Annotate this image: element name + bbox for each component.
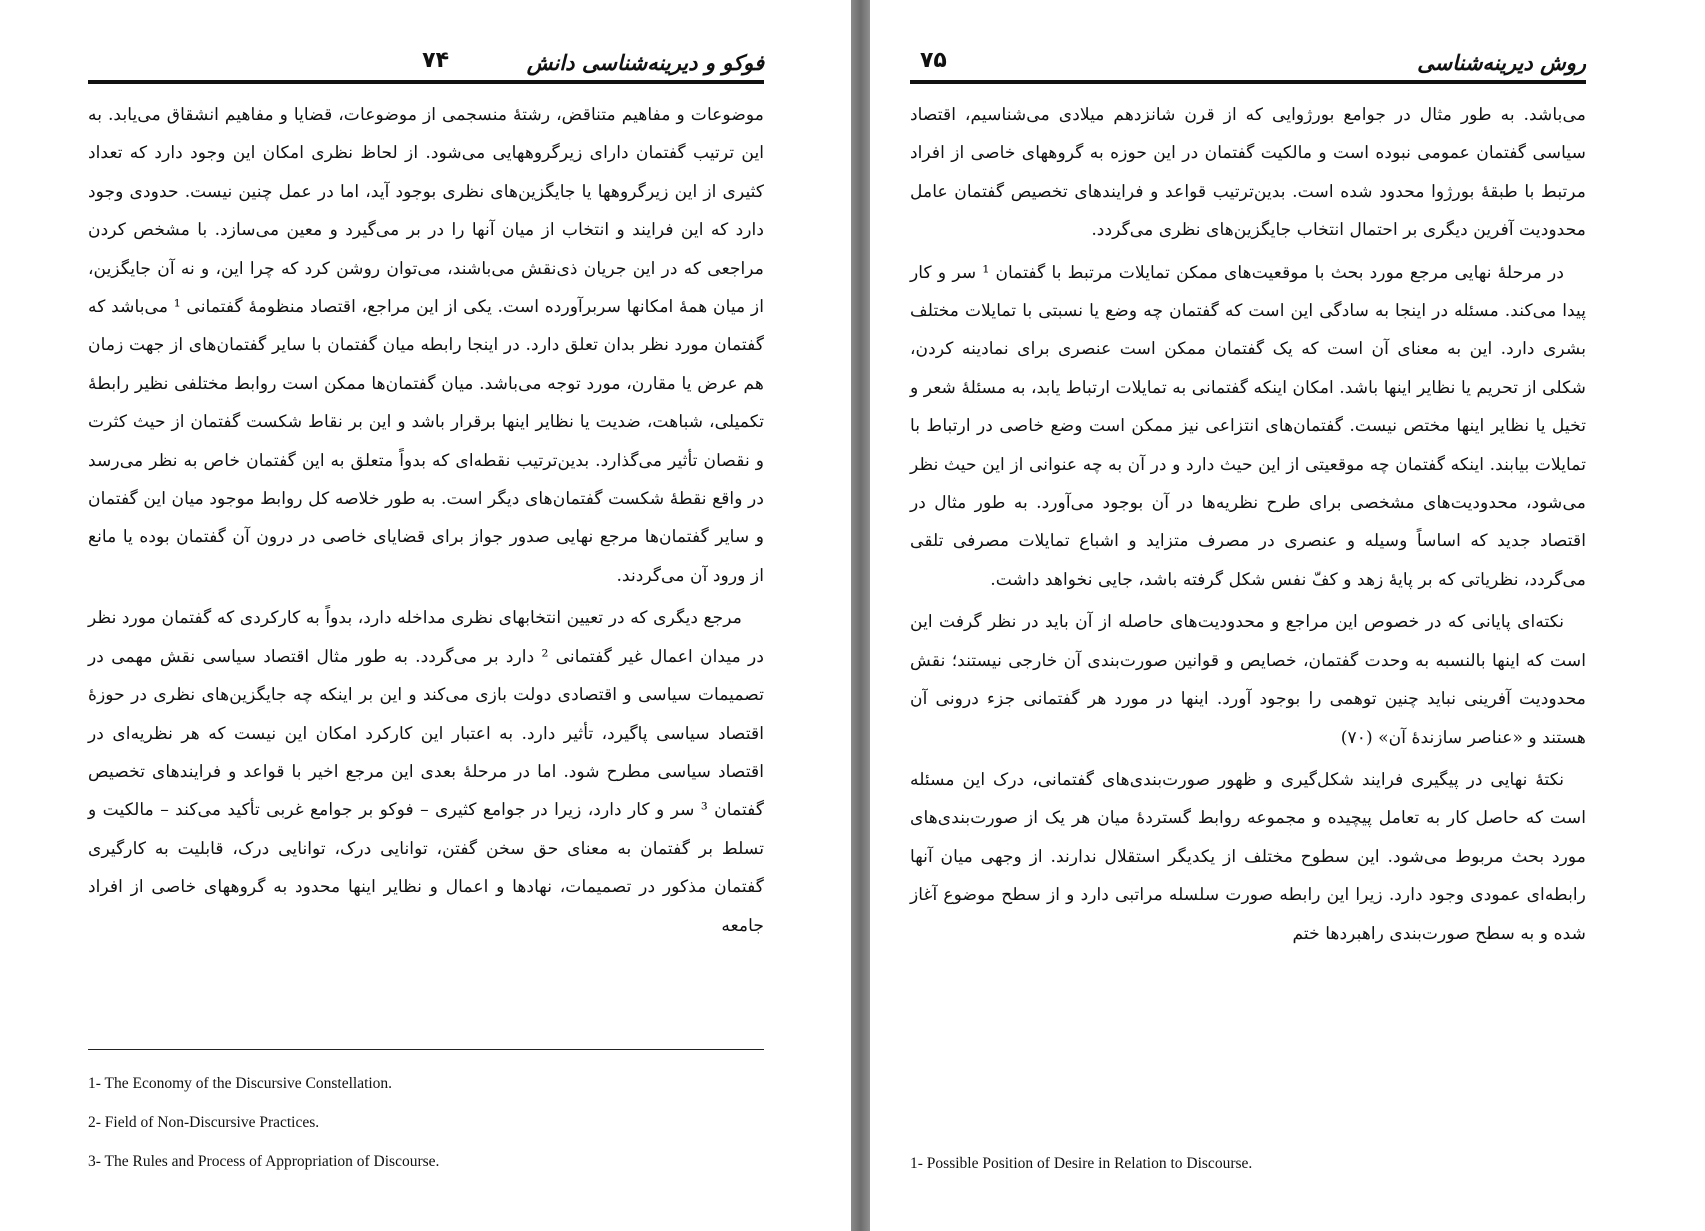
right-paragraph-3: نکته‌ای پایانی که در خصوص این مراجع و محدودیت‌های حاصله از آن باید در نظر گرفت این است که اینها بالنسبه به وحدت گفتمان، خصایص و قوانین صورت‌بندی آن خارجی نیستند؛ نقش محدودیت آفرینی نباید چنین توهمی را بوجود آورد. اینها در مورد هر گفتمانی جزء درونی آن هستند و «عناصر سازندهٔ آن» (۷۰) [910, 612, 1586, 748]
left-footnote-3: 3- The Rules and Process of Appropriation of Discourse. [88, 1153, 440, 1170]
left-footnote-2: 2- Field of Non-Discursive Practices. [88, 1114, 320, 1131]
left-body-text [88, 96, 764, 945]
right-paragraph-4: نکتهٔ نهایی در پیگیری فرایند شکل‌گیری و ظهور صورت‌بندی‌های گفتمانی، درک این مسئله است که حاصل کار به تعامل پیچیده و مجموعه روابط گستردهٔ میان هر یک از صورت‌بندی‌های مورد بحث مربوط می‌شود. این سطوح مختلف از یکدیگر استقلال ندارند. از وجهی میان آنها رابطه‌ای عمودی وجود دارد. زیرا این رابطه صورت سلسله مراتبی دارد و از سطح موضوع آغاز شده و به سطح صورت‌بندی راهبردها ختم [910, 769, 1586, 944]
right-page [870, 0, 1705, 1231]
left-paragraph-1: موضوعات و مفاهیم متناقض، رشتهٔ منسجمی از موضوعات، قضایا و مفاهیم انشقاق می‌یابد. به این ترتیب گفتمان دارای زیرگروههایی می‌شود. از لحاظ نظری امکان این وجود دارد که تعداد کثیری از این زیرگروهها یا جایگزین‌های نظری بوجود آید، اما در عمل چنین نیست. حدودی وجود دارد که این فرایند و انتخاب از میان آنها را در بر می‌گیرد و معین می‌سازد. با مشخص کردن مراجعی که در این جریان ذی‌نقش می‌باشند، می‌توان روشن کرد که چرا این، و نه آن جایگزین، از میان همهٔ امکانها سربرآورده است. یکی از این مراجع، اقتصاد منظومهٔ گفتمانی ¹ می‌باشد که گفتمان مورد نظر بدان تعلق دارد. در اینجا رابطه میان گفتمان با سایر گفتمان‌های از جهت زمان هم عرض یا مقارن، مورد توجه می‌باشد. میان گفتمان‌ها ممکن است روابط مختلفی نظیر رابطهٔ تکمیلی، شباهت، ضدیت یا نظایر اینها برقرار باشد و این بر نقاط شکست گفتمان از حیث کثرت و نقصان تأثیر می‌گذارد. بدین‌ترتیب نقطه‌ای که بدواً متعلق به این گفتمان خاص به نظر می‌رسد در واقع نقطهٔ شکست گفتمان‌های دیگر است. به طور خلاصه کل روابط موجود میان این گفتمان و سایر گفتمان‌ها مرجع نهایی صدور جواز برای قضایای خاصی در درون آن گفتمان بوده یا مانع از ورود آن می‌گردند. [88, 105, 764, 586]
footnote-divider [88, 1049, 764, 1050]
left-footnote-1: 1- The Economy of the Discursive Constellation. [88, 1075, 393, 1092]
right-page-header [910, 46, 1586, 84]
left-running-title: فوکو و دیرینه‌شناسی دانش [526, 50, 764, 75]
right-body-text [910, 96, 1586, 953]
left-page [0, 0, 851, 1231]
right-page-number: ۷۵ [920, 48, 947, 73]
right-running-title: روش دیرینه‌شناسی [1417, 50, 1586, 75]
book-gutter [851, 0, 870, 1231]
right-paragraph-2: در مرحلهٔ نهایی مرجع مورد بحث با موقعیت‌های ممکن تمایلات مرتبط با گفتمان ¹ سر و کار پیدا می‌کند. مسئله در اینجا به سادگی این است که گفتمان چه وضع یا نسبتی با تمایلات مختلف بشری دارد. این به معنای آن است که یک گفتمان ممکن است عنصری برای نمادینه کردن، شکلی از تحریم یا نظایر اینها باشد. امکان اینکه گفتمانی به تمایلات ارتباط یابد، به مسئلهٔ شعر و تخیل یا نظایر اینها مختص نیست. گفتمان‌های انتزاعی نیز ممکن است وضع خاصی در ارتباط با تمایلات بیابند. اینکه گفتمان چه موقعیتی از این حیث دارد و در آن به چه عنوانی از این حیث نظر می‌شود، محدودیت‌های مشخصی برای طرح نظریه‌ها در آن بوجود می‌آورد. به طور مثال در اقتصاد جدید که اساساً وسیله و عنصری در مصرف متزاید و اشباع تمایلات مصرفی تلقی می‌گردد، نظریاتی که بر پایهٔ زهد و کفّ نفس شکل گرفته باشد، جایی نخواهد داشت. [910, 262, 1586, 590]
right-paragraph-1: می‌باشد. به طور مثال در جوامع بورژوایی که از قرن شانزدهم میلادی می‌شناسیم، اقتصاد سیاسی گفتمان عمومی نبوده است و مالکیت گفتمان در این حوزه به گروههای خاصی از افراد مرتبط با طبقهٔ بورژوا محدود شده است. بدین‌ترتیب قواعد و فرایندهای تخصیص گفتمان عامل محدودیت آفرین دیگری بر احتمال انتخاب جایگزین‌های نظری می‌گردد. [910, 105, 1586, 241]
right-footnote-1: 1- Possible Position of Desire in Relation to Discourse. [910, 1155, 1253, 1172]
left-paragraph-2: مرجع دیگری که در تعیین انتخابهای نظری مداخله دارد، بدواً به کارکردی که گفتمان مورد نظر در میدان اعمال غیر گفتمانی ² دارد بر می‌گردد. به طور مثال اقتصاد سیاسی نقش مهمی در تصمیمات سیاسی و اقتصادی دولت بازی می‌کند و این بر اینکه چه جایگزین‌های نظری در حوزهٔ اقتصاد سیاسی پاگیرد، تأثیر دارد. به اعتبار این کارکرد امکان این نیست که هر نظریه‌ای در اقتصاد سیاسی مطرح شود. اما در مرحلهٔ بعدی این مرجع اخیر با قواعد و فرایندهای تخصیص گفتمان ³ سر و کار دارد، زیرا در جوامع کثیری – فوکو بر جوامع غربی تأکید می‌کند – مالکیت و تسلط بر گفتمان به معنای حق سخن گفتن، توانایی درک، توانایی درک، قابلیت به کارگیری گفتمان مذکور در تصمیمات، نهادها و اعمال و نظایر اینها محدود به گروههای خاصی از افراد جامعه [88, 608, 765, 936]
left-page-header [88, 46, 764, 84]
left-page-number: ۷۴ [422, 48, 449, 73]
